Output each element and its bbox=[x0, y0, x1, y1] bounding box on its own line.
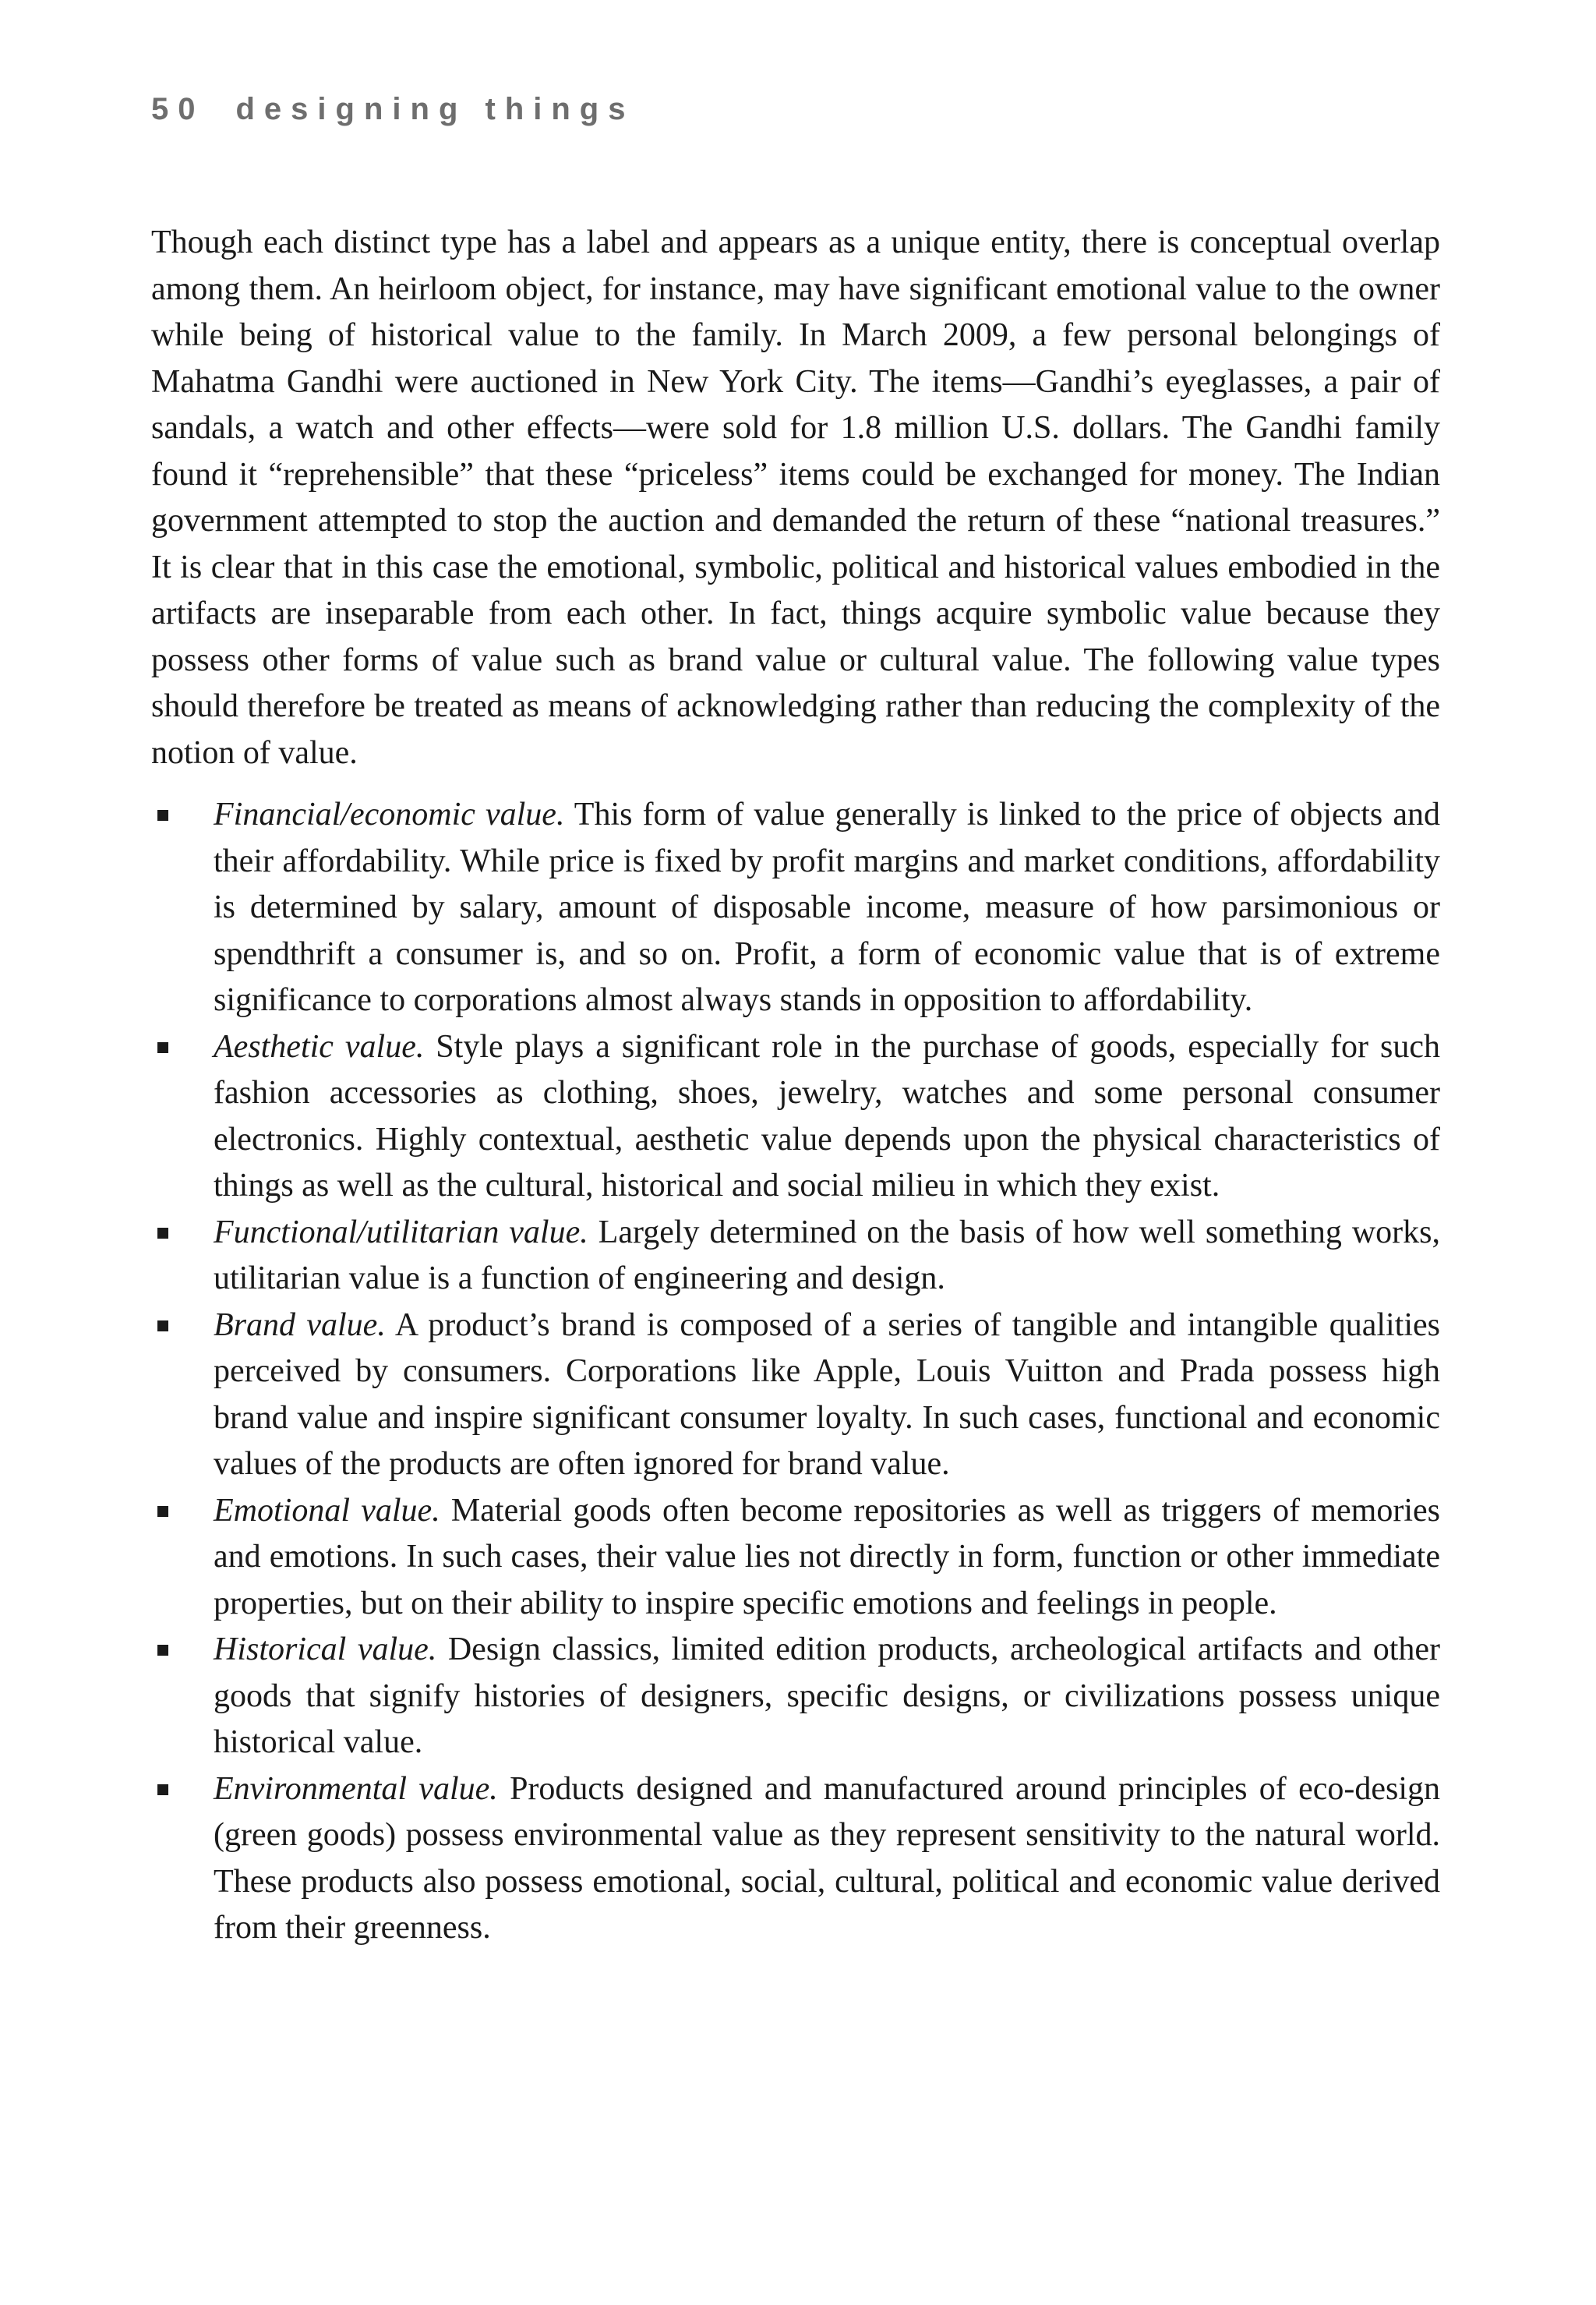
list-item-term: Aesthetic value. bbox=[214, 1028, 425, 1065]
list-item-term: Environmental value. bbox=[214, 1770, 498, 1807]
running-title: designing things bbox=[235, 92, 635, 126]
list-item-brand-value bbox=[151, 1303, 1440, 1488]
square-bullet-icon bbox=[157, 1506, 168, 1517]
list-item-text: A product’s brand is composed of a series of tangible and intangible qualities perceived by consumers. Corporations like Apple, Louis Vuitton and Prada possess high brand value and inspire significant consumer loyalty. In such cases, functional and economic values of the products are often ignored for brand value. bbox=[214, 1306, 1440, 1482]
list-item-text: This form of value generally is linked to the price of objects and their affordability. While price is fixed by profit margins and market conditions, affordability is determined by salary, amount of disposable income, measure of how parsimonious or spendthrift a consumer is, and so on. Profit, a form of economic value that is of extreme significance to corporations almost always stands in opposition to affordability. bbox=[214, 797, 1440, 1018]
running-head bbox=[151, 92, 634, 127]
list-item-term: Historical value. bbox=[214, 1632, 437, 1667]
body-text bbox=[151, 220, 1440, 1952]
square-bullet-icon bbox=[157, 1645, 168, 1656]
square-bullet-icon bbox=[157, 1042, 168, 1053]
list-item-term: Brand value. bbox=[214, 1306, 386, 1343]
list-item-term: Financial/economic value. bbox=[214, 797, 565, 833]
intro-paragraph: Though each distinct type has a label and appears as a unique entity, there is conceptual overlap among them. An heirloom object, for instance, may have significant emotional value to the owner while being of historical value to the family. In March 2009, a few personal belongings of Mahatma Gandhi were auctioned in New York City. The items—Gandhi’s eyeglasses, a pair of sandals, a watch and other effects—were sold for 1.8 million U.S. dollars. The Gandhi family found it “reprehensible” that these “priceless” items could be exchanged for money. The Indian government attempted to stop the auction and demanded the return of these “national treasures.” It is clear that in this case the emotional, symbolic, political and historical values embodied in the artifacts are inseparable from each other. In fact, things acquire symbolic value because they possess other forms of value such as brand value or cultural value. The following value types should therefore be treated as means of acknowledging rather than reducing the complexity of the notion of value. bbox=[151, 224, 1440, 771]
list-item-text: Products designed and manufactured around principles of eco-design (green goods) possess environmental value as they represent sensitivity to the natural world. These products also possess emotional, social, cultural, political and economic value derived from their greenness. bbox=[214, 1770, 1440, 1946]
list-item-term: Functional/utilitarian value. bbox=[214, 1214, 588, 1250]
list-item-functional-utilitarian-value bbox=[151, 1210, 1440, 1303]
list-item-text: Material goods often become repositories as well as triggers of memories and emotions. In such cases, their value lies not directly in form, function or other immediate properties, but on their ability to inspire specific emotions and feelings in people. bbox=[214, 1492, 1440, 1621]
list-item-aesthetic-value bbox=[151, 1024, 1440, 1210]
list-item-text: Largely determined on the basis of how well something works, utilitarian value is a function of engineering and design. bbox=[214, 1214, 1440, 1296]
list-item-environmental-value bbox=[151, 1766, 1440, 1952]
page-number: 50 bbox=[151, 92, 205, 126]
list-item-text: Style plays a significant role in the purchase of goods, especially for such fashion accessories as clothing, shoes, jewelry, watches and some personal consumer electronics. Highly contextual, aesthetic value depends upon the physical characteristics of things as well as the cultural, historical and social milieu in which they exist. bbox=[214, 1028, 1440, 1204]
list-item-term: Emotional value. bbox=[214, 1492, 440, 1529]
list-item-financial-economic-value bbox=[151, 792, 1440, 1024]
list-item-emotional-value bbox=[151, 1488, 1440, 1628]
square-bullet-icon bbox=[157, 810, 168, 821]
square-bullet-icon bbox=[157, 1320, 168, 1331]
square-bullet-icon bbox=[157, 1784, 168, 1795]
list-item-historical-value bbox=[151, 1627, 1440, 1766]
square-bullet-icon bbox=[157, 1228, 168, 1239]
list-item-text: Design classics, limited edition products, archeological artifacts and other goods that signify histories of designers, specific designs, or civilizations possess unique historical value. bbox=[214, 1632, 1441, 1760]
value-types-list bbox=[151, 792, 1440, 1952]
